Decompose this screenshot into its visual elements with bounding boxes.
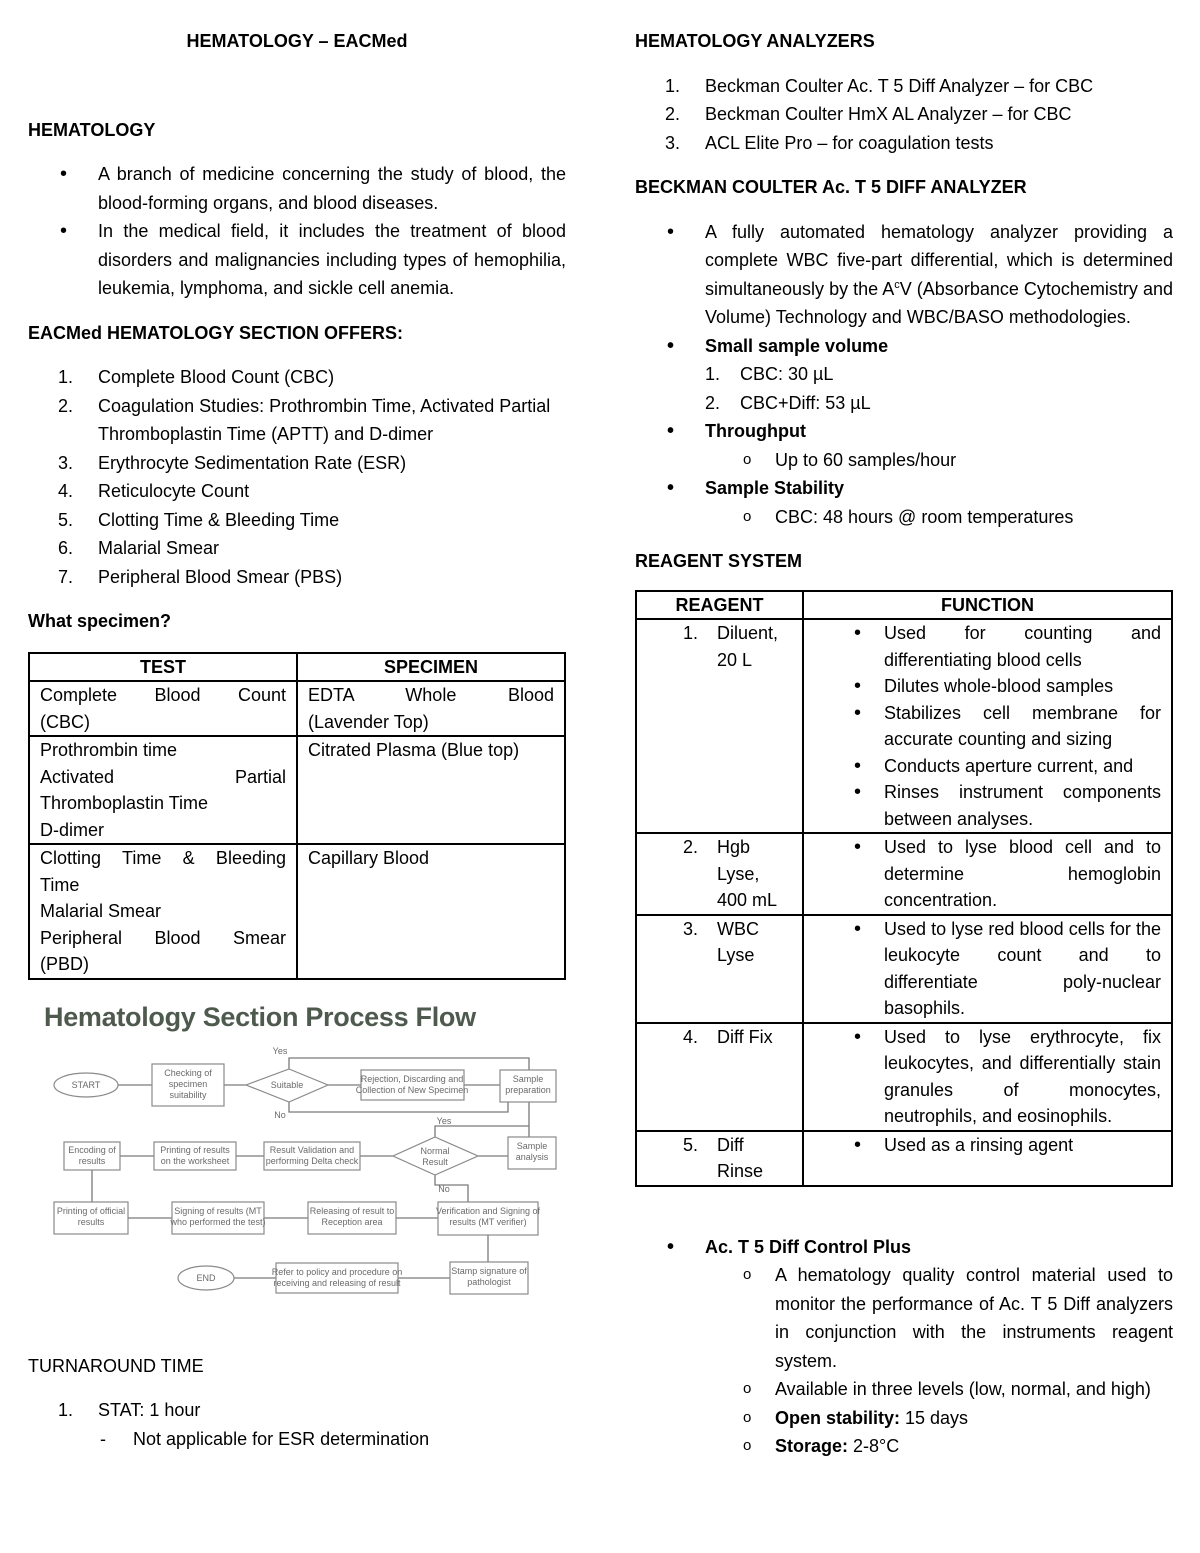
specimen-heading: What specimen? [28, 611, 172, 631]
flow-prep-label: preparation [505, 1084, 551, 1095]
list-item: • A branch of medicine concerning the study of blood, the blood-forming organs, and blood diseases. [28, 160, 566, 217]
flow-start-label: START [71, 1079, 101, 1090]
list-item: • Sample Stability [635, 474, 1173, 503]
list-item: • Used as a rinsing agent [814, 1132, 1161, 1159]
list-item: 2. Coagulation Studies: Prothrombin Time, Activated Partial Thromboplastin Time (APTT) and D-dimer [58, 395, 551, 444]
flow-no-label: No [438, 1183, 450, 1194]
stability-bullets [635, 474, 1173, 503]
table-header: REAGENT [636, 591, 803, 620]
flow-encode-label: Encoding of [68, 1144, 116, 1155]
flow-sign-label: who performed the test) [170, 1216, 266, 1227]
table-row [636, 915, 1172, 1023]
flow-end-label: END [196, 1272, 216, 1283]
table-row [29, 844, 565, 979]
flow-prep-label: Sample [512, 1073, 544, 1084]
list-item: • Conducts aperture current, and [814, 753, 1161, 780]
flow-release-label: Releasing of result to [309, 1205, 395, 1216]
flow-yes-label: Yes [436, 1115, 452, 1126]
list-item: 2. CBC+Diff: 53 µL [705, 392, 871, 413]
list-item: • Dilutes whole-blood samples [814, 673, 1161, 700]
offers-list [28, 363, 566, 591]
table-header: SPECIMEN [297, 653, 565, 682]
list-item: 5. Clotting Time & Bleeding Time [58, 509, 340, 530]
table-cell: EDTA Whole Blood (Lavender Top) [297, 681, 565, 736]
list-item: 1. STAT: 1 hour [58, 1400, 201, 1420]
table-cell [803, 1023, 1172, 1131]
flow-yes-label: Yes [272, 1045, 288, 1056]
table-cell: 1. Diluent, 20 L [636, 619, 803, 833]
list-item: • Small sample volume [635, 332, 1173, 361]
flow-check-label: suitability [169, 1089, 207, 1100]
control-bullets [635, 1233, 1173, 1262]
flow-stamp-label: pathologist [467, 1276, 511, 1287]
table-cell: Complete Blood Count (CBC) [29, 681, 297, 736]
reagent-heading: REAGENT SYSTEM [635, 551, 803, 571]
list-item: • Used for counting and differentiating blood cells [814, 620, 1161, 673]
document-title: HEMATOLOGY – EACMed [186, 31, 408, 51]
list-item: • Used to lyse erythrocyte, fix leukocytes, and differentially stain granules of monocytes, neutrophils, and eosinophils. [814, 1024, 1161, 1130]
flow-normal-label: Normal [420, 1145, 450, 1156]
list-item: 3. Erythrocyte Sedimentation Rate (ESR) [58, 452, 407, 473]
flow-analysis-label: Sample [516, 1140, 548, 1151]
process-flow-figure [28, 1000, 566, 1330]
flow-normal-label: Result [422, 1156, 448, 1167]
flow-title: Hematology Section Process Flow [44, 1001, 476, 1032]
analyzers-list [635, 72, 1173, 158]
list-item: o Storage: 2-8°C [635, 1432, 1173, 1461]
flow-verify-label: results (MT verifier) [449, 1216, 527, 1227]
beckman-heading: BECKMAN COULTER Ac. T 5 DIFF ANALYZER [635, 177, 1027, 197]
flow-print-label: on the worksheet [160, 1155, 230, 1166]
table-cell: Clotting Time & Bleeding Time Malarial Smear Peripheral Blood Smear (PBD) [29, 844, 297, 979]
table-cell [803, 833, 1172, 915]
table-cell [803, 915, 1172, 1023]
list-item: 6. Malarial Smear [58, 538, 220, 558]
table-cell: 5. Diff Rinse [636, 1131, 803, 1186]
flow-analysis-label: analysis [515, 1151, 549, 1162]
list-item: 1. CBC: 30 µL [705, 364, 834, 384]
table-cell: 2. Hgb Lyse, 400 mL [636, 833, 803, 915]
table-cell [803, 619, 1172, 833]
flow-reject-label: Rejection, Discarding and [360, 1073, 464, 1084]
tat-list [28, 1396, 566, 1425]
flow-suitable-label: Suitable [270, 1079, 304, 1090]
table-row [636, 1131, 1172, 1186]
list-item: • Stabilizes cell membrane for accurate counting and sizing [814, 700, 1161, 753]
list-item: o CBC: 48 hours @ room temperatures [635, 503, 1173, 532]
table-row [29, 681, 565, 736]
flow-diagram [28, 1040, 566, 1330]
list-item: • Used to lyse red blood cells for the leukocyte count and to differentiate poly-nuclear basophils. [814, 916, 1161, 1022]
table-row [636, 833, 1172, 915]
flow-validation-label: performing Delta check [265, 1155, 359, 1166]
flow-stamp-label: Stamp signature of [451, 1265, 527, 1276]
table-cell: 3. WBC Lyse [636, 915, 803, 1023]
table-cell [803, 1131, 1172, 1186]
flow-official-label: Printing of official [56, 1205, 126, 1216]
flow-verify-label: Verification and Signing of [435, 1205, 541, 1216]
flow-normal-decision [393, 1137, 478, 1175]
throughput-bullets [635, 417, 1173, 446]
flow-release-label: Reception area [321, 1216, 383, 1227]
tat-heading: TURNAROUND TIME [28, 1355, 204, 1376]
flow-refer-label: Refer to policy and procedure on [271, 1266, 403, 1277]
list-item: o A hematology quality control material used to monitor the performance of Ac. T 5 Diff analyzers in conjunction with the instruments reagent system. [635, 1261, 1173, 1375]
table-header: TEST [29, 653, 297, 682]
hematology-bullets [28, 160, 566, 303]
list-item: • Ac. T 5 Diff Control Plus [635, 1233, 1173, 1262]
list-item: 2. Beckman Coulter HmX AL Analyzer – for CBC [665, 104, 1072, 124]
table-cell: Citrated Plasma (Blue top) [297, 736, 565, 844]
table-cell: 4. Diff Fix [636, 1023, 803, 1131]
offers-heading: EACMed HEMATOLOGY SECTION OFFERS: [28, 322, 404, 343]
right-column [635, 27, 1173, 1461]
left-column [28, 27, 566, 1453]
table-cell: Capillary Blood [297, 844, 565, 979]
flow-refer-label: receiving and releasing of result [273, 1277, 401, 1288]
table-row [29, 736, 565, 844]
list-item: o Up to 60 samples/hour [635, 446, 1173, 475]
tat-sub-item: - Not applicable for ESR determination [28, 1425, 566, 1454]
flow-check-label: specimen [168, 1078, 208, 1089]
reagent-table [635, 590, 1173, 1187]
list-item: • In the medical field, it includes the treatment of blood disorders and malignancies including types of hemophilia, leukemia, lymphoma, and sickle cell anemia. [28, 217, 566, 303]
flow-no-label: No [274, 1109, 286, 1120]
flow-check-label: Checking of [164, 1067, 212, 1078]
flow-print-label: Printing of results [160, 1144, 230, 1155]
table-row [636, 619, 1172, 833]
beckman-bullets [635, 218, 1173, 361]
list-item: 1. Complete Blood Count (CBC) [58, 367, 335, 387]
list-item: 4. Reticulocyte Count [58, 481, 250, 501]
hematology-heading: HEMATOLOGY [28, 119, 156, 140]
list-item: • Rinses instrument components between analyses. [814, 779, 1161, 832]
table-row [636, 1023, 1172, 1131]
table-header: FUNCTION [803, 591, 1172, 620]
flow-official-label: results [77, 1216, 105, 1227]
flow-encode-label: results [78, 1155, 106, 1166]
list-item: o Available in three levels (low, normal, and high) [635, 1375, 1173, 1404]
table-cell: Prothrombin time Activated Partial Thromboplastin Time D-dimer [29, 736, 297, 844]
flow-validation-label: Result Validation and [269, 1144, 355, 1155]
list-item: • Throughput [635, 417, 1173, 446]
flow-sign-label: Signing of results (MT [174, 1205, 262, 1216]
specimen-table [28, 652, 566, 980]
list-item: o Open stability: 15 days [635, 1404, 1173, 1433]
list-item: 1. Beckman Coulter Ac. T 5 Diff Analyzer – for CBC [665, 75, 1094, 96]
analyzers-heading: HEMATOLOGY ANALYZERS [635, 31, 875, 51]
list-item: • Used to lyse blood cell and to determine hemoglobin concentration. [814, 834, 1161, 914]
list-item: 7. Peripheral Blood Smear (PBS) [58, 566, 343, 587]
list-item: • A fully automated hematology analyzer providing a complete WBC five-part differential, which is determined simultaneously by the $A^cV$ (Absorbance Cytochemistry and Volume) Technology and WBC/BASO methodologies. [635, 218, 1173, 332]
list-item: 3. ACL Elite Pro – for coagulation tests [665, 132, 994, 153]
flow-reject-label: Collection of New Specimen [355, 1084, 469, 1095]
